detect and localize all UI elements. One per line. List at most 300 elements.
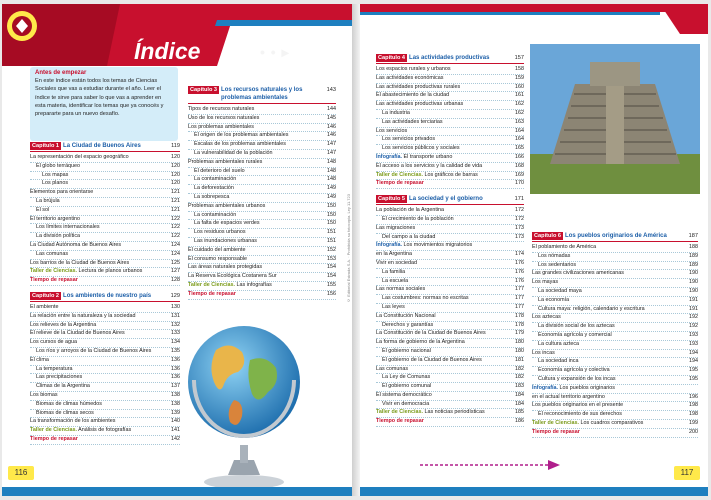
- toc-entry-title: La Constitución Nacional: [376, 312, 436, 319]
- toc-entry[interactable]: [376, 242, 524, 251]
- chapter-underline: [376, 204, 524, 205]
- toc-entry-title: El reconocimiento de sus derechos: [538, 411, 622, 418]
- toc-entry-title: La sobrepesca: [194, 193, 230, 200]
- toc-entry-page: 172: [515, 215, 524, 222]
- toc-entry[interactable]: [30, 304, 180, 313]
- toc-entry-title: Economía agrícola y colectiva: [538, 367, 610, 374]
- toc-entry[interactable]: [188, 185, 336, 194]
- toc-entry-title: Los servicios privados: [382, 136, 436, 143]
- toc-entry[interactable]: [376, 216, 524, 225]
- toc-entry-title: Tiempo de repasar: [30, 435, 78, 442]
- toc-entry-title: La sociedad maya: [538, 287, 582, 294]
- toc-entry[interactable]: [30, 163, 180, 172]
- toc-entry[interactable]: [188, 238, 336, 247]
- toc-entry[interactable]: [376, 251, 524, 260]
- toc-entry-page: 180: [515, 339, 524, 346]
- toc-entry-title: La sociedad inca: [538, 358, 579, 365]
- toc-entry-page: 137: [171, 383, 180, 390]
- toc-entry-title: El origen de los problemas ambientales: [194, 132, 289, 139]
- toc-entry[interactable]: [532, 385, 698, 394]
- toc-entry[interactable]: [376, 278, 524, 287]
- toc-entry-title: La falta de espacios verdes: [194, 220, 260, 227]
- toc-entry[interactable]: [188, 273, 336, 282]
- arrow-decoration: [420, 460, 570, 470]
- toc-entry[interactable]: [30, 322, 180, 331]
- toc-entry[interactable]: [376, 136, 524, 145]
- intro-box: [30, 67, 178, 141]
- toc-entry[interactable]: [188, 247, 336, 256]
- chapter-underline: [188, 103, 336, 104]
- toc-entry-page: 145: [327, 114, 336, 121]
- toc-entry-title: Las costumbres: normas no escritas: [382, 295, 469, 302]
- toc-entry-title: El ambiente: [30, 303, 59, 310]
- toc-entry-title: Taller de Ciencias. Lectura de planos urbanos: [30, 268, 143, 275]
- toc-entry-page: 146: [327, 123, 336, 130]
- toc-entry[interactable]: [30, 366, 180, 375]
- toc-entry-title: El gobierno nacional: [382, 347, 431, 354]
- toc-entry-page: 159: [515, 74, 524, 81]
- chapter-page: 129: [170, 292, 180, 299]
- toc-entry-page: 193: [689, 331, 698, 338]
- globe-image: [180, 310, 308, 490]
- toc-entry[interactable]: [532, 341, 698, 350]
- toc-entry-page: 200: [689, 428, 698, 435]
- toc-entry-title: Taller de Ciencias. Análisis de fotografías: [30, 427, 132, 434]
- toc-entry[interactable]: [376, 348, 524, 357]
- chapter-underline: [30, 151, 180, 152]
- toc-entry-title: Las normas sociales: [376, 286, 426, 293]
- toc-entry-page: 132: [171, 321, 180, 328]
- toc-entry[interactable]: [376, 128, 524, 137]
- toc-entry-page: 124: [171, 250, 180, 257]
- toc-entry-title: Los nómadas: [538, 252, 571, 259]
- toc-entry-title: Problemas ambientales rurales: [188, 158, 263, 165]
- chapter-page: 119: [171, 143, 180, 149]
- toc-entry-page: 177: [515, 303, 524, 310]
- toc-entry-page: 133: [171, 330, 180, 337]
- chapter-page: 171: [514, 196, 524, 203]
- toc-entry-title: La contaminación: [194, 176, 237, 183]
- toc-entry[interactable]: [30, 330, 180, 339]
- toc-entry-page: 128: [171, 277, 180, 284]
- toc-entry-title: El sistema democrático: [376, 391, 432, 398]
- toc-entry[interactable]: [188, 256, 336, 265]
- toc-entry-page: 127: [171, 268, 180, 275]
- toc-entry-page: 141: [171, 427, 180, 434]
- toc-entry-page: 149: [327, 193, 336, 200]
- toc-entry[interactable]: [188, 291, 336, 300]
- toc-entry-title: Infografía. Los movimientos migratorios: [376, 242, 473, 249]
- toc-entry-page: 140: [171, 418, 180, 425]
- toc-entry-page: 134: [171, 339, 180, 346]
- toc-entry-title: La forma de gobierno de la Argentina: [376, 339, 465, 346]
- toc-entry-title: Los sedentarios: [538, 261, 577, 268]
- toc-entry[interactable]: [532, 323, 698, 332]
- toc-entry[interactable]: [188, 203, 336, 212]
- toc-entry[interactable]: [30, 392, 180, 401]
- toc-entry-page: [508, 242, 524, 250]
- toc-entry[interactable]: [532, 376, 698, 385]
- toc-entry-title: Las grandes civilizaciones americanas: [532, 270, 624, 277]
- toc-entry-title: La relación entre la naturaleza y la sociedad: [30, 312, 136, 319]
- toc-entry[interactable]: [188, 176, 336, 185]
- toc-entry[interactable]: [188, 168, 336, 177]
- toc-entry-title: en la Argentina: [376, 251, 412, 258]
- toc-entry-title: Taller de Ciencias. Los cuadros comparativos: [532, 419, 644, 426]
- toc-entry[interactable]: [30, 277, 180, 286]
- toc-entry[interactable]: [376, 322, 524, 331]
- toc-entry-title: La familia: [382, 268, 406, 275]
- toc-entry[interactable]: [532, 332, 698, 341]
- toc-entry-page: 151: [327, 237, 336, 244]
- toc-entry-page: 170: [515, 180, 524, 187]
- toc-entry[interactable]: [30, 207, 180, 216]
- toc-entry-title: La deforestación: [194, 185, 234, 192]
- toc-entry[interactable]: [376, 295, 524, 304]
- toc-entry-page: 125: [171, 259, 180, 266]
- chapter-tag: Capítulo 4: [378, 55, 406, 61]
- toc-entry-page: 193: [689, 340, 698, 347]
- toc-entry[interactable]: [30, 180, 180, 189]
- toc-entry[interactable]: [30, 418, 180, 427]
- intro-title: Antes de empezar: [35, 70, 87, 76]
- toc-entry-page: 148: [327, 158, 336, 165]
- toc-entry[interactable]: [30, 154, 180, 163]
- toc-entry-title: El abastecimiento de la ciudad: [376, 92, 450, 99]
- toc-entry-title: Taller de Ciencias. Las infografías: [188, 281, 272, 288]
- toc-entry[interactable]: [532, 244, 698, 253]
- toc-entry-page: 131: [171, 312, 180, 319]
- toc-entry[interactable]: [376, 207, 524, 216]
- toc-entry-title: Problemas ambientales urbanos: [188, 202, 266, 209]
- toc-entry-title: Infografía. Los pueblos originarios: [532, 384, 615, 391]
- toc-entry-title: Tiempo de repasar: [30, 277, 78, 284]
- toc-entry-page: 194: [689, 349, 698, 356]
- toc-entry-page: 150: [327, 220, 336, 227]
- chapter-heading[interactable]: [532, 232, 698, 240]
- toc-entry[interactable]: [188, 282, 336, 291]
- toc-entry-title: El globo terráqueo: [36, 162, 81, 169]
- toc-entry-page: 147: [327, 141, 336, 148]
- chapter-heading[interactable]: [376, 54, 524, 62]
- toc-entry-title: La cultura azteca: [538, 340, 580, 347]
- chapter-heading[interactable]: [376, 195, 524, 203]
- toc-entry[interactable]: [376, 163, 524, 172]
- toc-entry[interactable]: [376, 339, 524, 348]
- toc-entry-title: Los aztecas: [532, 314, 561, 321]
- toc-entry[interactable]: [188, 106, 336, 115]
- toc-entry-page: 121: [171, 189, 180, 196]
- toc-entry[interactable]: [376, 84, 524, 93]
- toc-entry[interactable]: [188, 220, 336, 229]
- toc-entry[interactable]: [532, 394, 698, 403]
- footer-bar-right: [360, 487, 708, 496]
- toc-entry-title: Los servicios: [376, 127, 408, 134]
- toc-entry-title: El relieve de la Ciudad de Buenos Aires: [30, 330, 125, 337]
- toc-entry[interactable]: [188, 150, 336, 159]
- toc-entry-page: 177: [515, 295, 524, 302]
- chapter-heading[interactable]: [188, 86, 336, 102]
- toc-entry[interactable]: [532, 288, 698, 297]
- toc-entry-title: Economía agrícola y comercial: [538, 331, 612, 338]
- toc-entry-title: Los residuos urbanos: [194, 229, 246, 236]
- toc-entry-page: 169: [515, 171, 524, 178]
- toc-entry[interactable]: [30, 268, 180, 277]
- toc-entry[interactable]: [532, 262, 698, 271]
- toc-entry-title: La economía: [538, 296, 570, 303]
- left-page: [2, 4, 352, 496]
- toc-entry-page: 122: [171, 233, 180, 240]
- toc-entry-title: Los espacios rurales y urbanos: [376, 66, 451, 72]
- toc-entry-title: Las actividades económicas: [376, 74, 444, 81]
- toc-entry-title: en el actual territorio argentino: [532, 393, 605, 400]
- toc-entry-title: El crecimiento de la población: [382, 215, 454, 222]
- toc-column-left-2: [188, 86, 336, 300]
- toc-entry[interactable]: [376, 383, 524, 392]
- toc-entry[interactable]: [376, 180, 524, 189]
- toc-entry[interactable]: [30, 383, 180, 392]
- toc-entry-title: Las actividades productivas urbanas: [376, 101, 464, 108]
- toc-entry-page: 155: [327, 281, 336, 288]
- toc-entry[interactable]: [532, 367, 698, 376]
- toc-entry-title: Tiempo de repasar: [532, 428, 580, 435]
- toc-entry-page: 192: [689, 323, 698, 330]
- right-page: [360, 4, 708, 496]
- toc-entry-page: 154: [327, 273, 336, 280]
- toc-entry[interactable]: [188, 141, 336, 150]
- toc-entry-title: Escalas de los problemas ambientales: [194, 141, 286, 148]
- toc-entry[interactable]: [30, 198, 180, 207]
- toc-entry[interactable]: [30, 251, 180, 260]
- toc-entry-page: 152: [327, 246, 336, 253]
- toc-entry-page: 181: [515, 356, 524, 363]
- toc-entry[interactable]: [30, 189, 180, 198]
- toc-entry-title: Derechos y garantías: [382, 321, 434, 328]
- toc-entry[interactable]: [376, 304, 524, 313]
- toc-entry-page: 149: [327, 185, 336, 192]
- chapter-heading[interactable]: [30, 292, 180, 300]
- chapter-underline: [532, 241, 698, 242]
- toc-entry[interactable]: [376, 313, 524, 322]
- toc-entry[interactable]: [30, 374, 180, 383]
- toc-entry[interactable]: [532, 279, 698, 288]
- page-title: Índice: [134, 38, 201, 64]
- toc-entry-page: 177: [515, 286, 524, 293]
- book-spine: [352, 4, 360, 496]
- toc-entry-title: La temperatura: [36, 365, 73, 372]
- toc-entry[interactable]: [30, 339, 180, 348]
- chapter-tag: Capítulo 3: [190, 87, 218, 93]
- toc-entry-title: Climas de la Argentina: [36, 383, 90, 390]
- toc-entry[interactable]: [376, 66, 524, 75]
- toc-entry[interactable]: [376, 92, 524, 101]
- toc-entry[interactable]: [532, 358, 698, 367]
- toc-entry-page: 120: [171, 154, 180, 160]
- toc-entry-title: La contaminación: [194, 211, 237, 218]
- toc-entry-page: 162: [515, 101, 524, 108]
- chapter-title: Las actividades productivas: [409, 55, 490, 61]
- toc-column-left-1: [30, 142, 180, 445]
- toc-entry-title: Del campo a la ciudad: [382, 233, 436, 240]
- toc-entry[interactable]: [30, 436, 180, 445]
- toc-entry[interactable]: [30, 216, 180, 225]
- toc-entry-page: 191: [689, 296, 698, 303]
- chapter-tag: Capítulo 1: [32, 143, 60, 149]
- toc-entry[interactable]: [376, 374, 524, 383]
- chapter-title: Los pueblos originarios de América: [565, 233, 667, 239]
- toc-entry-page: 176: [515, 268, 524, 275]
- toc-entry-title: Las inundaciones urbanas: [194, 237, 257, 244]
- toc-entry-page: 176: [515, 277, 524, 284]
- toc-entry[interactable]: [188, 159, 336, 168]
- toc-entry-page: 173: [515, 224, 524, 231]
- toc-entry[interactable]: [376, 75, 524, 84]
- toc-entry-title: Los biomas: [30, 391, 58, 398]
- toc-entry[interactable]: [376, 401, 524, 410]
- toc-entry[interactable]: [30, 348, 180, 357]
- toc-entry-page: 192: [689, 314, 698, 321]
- toc-entry-page: 124: [171, 241, 180, 248]
- toc-entry[interactable]: [188, 212, 336, 221]
- toc-entry[interactable]: [532, 270, 698, 279]
- toc-entry-title: Tiempo de repasar: [188, 290, 236, 297]
- toc-entry-page: 178: [515, 321, 524, 328]
- toc-entry-page: 154: [327, 264, 336, 271]
- toc-entry-page: 148: [327, 167, 336, 174]
- chapter-page: 187: [688, 233, 698, 239]
- toc-entry-title: Los ríos y arroyos de la Ciudad de Buenos Aires: [36, 347, 152, 354]
- toc-entry[interactable]: [376, 110, 524, 119]
- toc-entry[interactable]: [30, 172, 180, 181]
- toc-entry[interactable]: [376, 225, 524, 234]
- toc-entry-title: Los problemas ambientales: [188, 123, 254, 130]
- toc-entry[interactable]: [30, 357, 180, 366]
- header-dots: • • ▸: [260, 44, 290, 60]
- toc-entry[interactable]: [532, 297, 698, 306]
- toc-entry[interactable]: [30, 401, 180, 410]
- toc-entry[interactable]: [532, 253, 698, 262]
- toc-entry-title: La división social de los aztecas: [538, 323, 615, 330]
- toc-entry[interactable]: [376, 145, 524, 154]
- toc-entry-title: Los servicios públicos y sociales: [382, 145, 460, 152]
- toc-entry-page: 188: [689, 244, 698, 250]
- toc-entry-title: Las migraciones: [376, 224, 416, 231]
- toc-entry-title: La transformación de los ambientes: [30, 418, 116, 425]
- toc-entry-title: El territorio argentino: [30, 215, 81, 222]
- toc-entry[interactable]: [188, 115, 336, 124]
- toc-entry-title: Infografía. El transporte urbano: [376, 153, 453, 160]
- toc-entry[interactable]: [376, 330, 524, 339]
- toc-entry-page: 121: [171, 206, 180, 213]
- toc-entry-page: 189: [689, 261, 698, 268]
- toc-entry-title: La división política: [36, 233, 81, 240]
- toc-entry-title: Las leyes: [382, 303, 405, 310]
- toc-entry[interactable]: [532, 350, 698, 359]
- toc-entry-title: La representación del espacio geográfico: [30, 154, 129, 160]
- toc-entry-page: 190: [689, 287, 698, 294]
- toc-entry[interactable]: [376, 409, 524, 418]
- toc-entry[interactable]: [188, 229, 336, 238]
- toc-entry-title: La brújula: [36, 197, 60, 204]
- toc-entry-page: 120: [171, 180, 180, 187]
- chapter-underline: [30, 301, 180, 302]
- toc-entry-page: 142: [171, 435, 180, 442]
- toc-entry[interactable]: [30, 313, 180, 322]
- toc-entry-title: Las actividades productivas rurales: [376, 83, 461, 90]
- toc-entry[interactable]: [188, 194, 336, 203]
- toc-entry[interactable]: [376, 286, 524, 295]
- toc-entry[interactable]: [532, 429, 698, 438]
- toc-entry-title: El deterioro del suelo: [194, 167, 245, 174]
- chapter-page: 143: [326, 87, 336, 93]
- toc-entry-page: 158: [515, 66, 524, 72]
- toc-entry-page: 190: [689, 270, 698, 277]
- toc-entry-page: 122: [171, 215, 180, 222]
- toc-entry[interactable]: [376, 366, 524, 375]
- toc-entry[interactable]: [30, 427, 180, 436]
- toc-entry-page: 172: [515, 207, 524, 214]
- toc-entry[interactable]: [30, 224, 180, 233]
- toc-entry-title: La Ley de Comunas: [382, 374, 431, 381]
- toc-entry-title: La escuela: [382, 277, 409, 284]
- toc-entry[interactable]: [376, 119, 524, 128]
- toc-entry-page: 184: [515, 391, 524, 398]
- toc-entry[interactable]: [376, 269, 524, 278]
- chapter-heading[interactable]: [30, 142, 180, 150]
- toc-entry[interactable]: [376, 392, 524, 401]
- toc-entry[interactable]: [30, 260, 180, 269]
- toc-entry[interactable]: [188, 132, 336, 141]
- toc-entry[interactable]: [188, 264, 336, 273]
- toc-entry-page: 130: [171, 303, 180, 310]
- toc-entry[interactable]: [532, 314, 698, 323]
- toc-entry[interactable]: [532, 306, 698, 315]
- toc-entry[interactable]: [532, 420, 698, 429]
- toc-entry[interactable]: [30, 410, 180, 419]
- toc-entry[interactable]: [532, 411, 698, 420]
- toc-entry-page: 185: [515, 409, 524, 416]
- toc-entry-title: El gobierno de la Ciudad de Buenos Aires: [382, 356, 482, 363]
- chapter-title: Los ambientes de nuestro país: [63, 292, 152, 299]
- toc-entry[interactable]: [376, 172, 524, 181]
- toc-entry[interactable]: [30, 233, 180, 242]
- toc-entry-page: 184: [515, 400, 524, 407]
- toc-entry-page: 156: [327, 290, 336, 297]
- toc-entry[interactable]: [376, 101, 524, 110]
- chapter-title: La Ciudad de Buenos Aires: [63, 143, 141, 149]
- toc-entry[interactable]: [376, 260, 524, 269]
- toc-entry-title: El acceso a los servicios y la calidad de vida: [376, 162, 483, 169]
- toc-entry-title: Taller de Ciencias. Las noticias periodísticas: [376, 409, 485, 416]
- toc-entry[interactable]: [30, 242, 180, 251]
- toc-entry-page: 146: [327, 132, 336, 139]
- toc-entry-page: 176: [515, 259, 524, 266]
- toc-entry[interactable]: [188, 124, 336, 133]
- toc-entry-page: 164: [515, 127, 524, 134]
- toc-entry[interactable]: [376, 357, 524, 366]
- toc-entry-page: 189: [689, 252, 698, 259]
- toc-entry[interactable]: [376, 418, 524, 427]
- toc-entry-page: 182: [515, 374, 524, 381]
- toc-entry-page: 180: [515, 347, 524, 354]
- toc-entry[interactable]: [376, 154, 524, 163]
- toc-entry[interactable]: [376, 234, 524, 243]
- toc-entry-page: 135: [171, 347, 180, 354]
- toc-entry-page: 148: [327, 176, 336, 183]
- toc-entry-page: 122: [171, 224, 180, 231]
- toc-entry-page: 174: [515, 251, 524, 258]
- toc-entry[interactable]: [532, 402, 698, 411]
